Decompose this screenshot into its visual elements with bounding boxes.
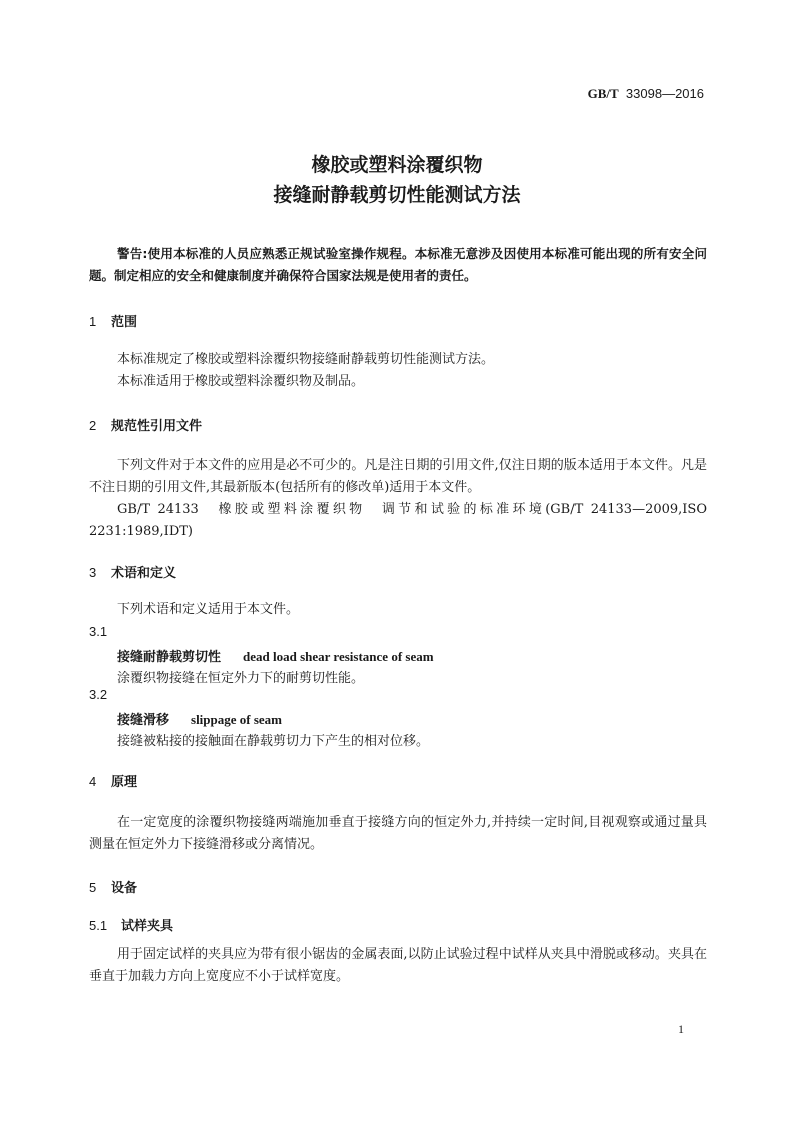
term-number: 3.2 — [89, 687, 108, 702]
section-title: 术语和定义 — [111, 566, 177, 581]
section-title: 试样夹具 — [121, 919, 174, 934]
section-number: 4 — [89, 774, 97, 789]
term-definition: 接缝被粘接的接触面在静载剪切力下产生的相对位移。 — [117, 734, 430, 749]
section-title: 范围 — [111, 315, 138, 330]
references-paragraph: 下列文件对于本文件的应用是必不可少的。凡是注日期的引用文件,仅注日期的版本适用于本文件。凡是不注日期的引用文件,其最新版本(包括所有的修改单)适用于本文件。 — [89, 458, 707, 495]
term-zh: 接缝耐静载剪切性 — [117, 650, 222, 665]
section-number: 3 — [89, 565, 97, 580]
term-entry — [117, 709, 282, 728]
section-number: 2 — [89, 418, 97, 433]
standard-code — [588, 86, 704, 102]
section-1-heading — [89, 311, 137, 330]
document-title-line1: 橡胶或塑料涂覆织物 — [311, 154, 483, 176]
term-definition: 涂覆织物接缝在恒定外力下的耐剪切性能。 — [117, 671, 365, 686]
section-number: 1 — [89, 314, 97, 329]
document-title-line2: 接缝耐静载剪切性能测试方法 — [273, 184, 521, 206]
section-2-heading — [89, 415, 202, 434]
section-title: 原理 — [111, 775, 138, 790]
principle-paragraph: 在一定宽度的涂覆织物接缝两端施加垂直于接缝方向的恒定外力,并持续一定时间,目视观察或通过量具测量在恒定外力下接缝滑移或分离情况。 — [89, 815, 707, 852]
scope-paragraph-1: 本标准规定了橡胶或塑料涂覆织物接缝耐静载剪切性能测试方法。 — [117, 352, 495, 367]
section-3-heading — [89, 562, 176, 581]
term-number: 3.1 — [89, 624, 108, 639]
term-zh: 接缝滑移 — [117, 713, 170, 728]
scope-paragraph-2: 本标准适用于橡胶或塑料涂覆织物及制品。 — [117, 374, 365, 389]
section-title: 设备 — [111, 881, 138, 896]
section-4-heading — [89, 771, 137, 790]
term-entry — [117, 646, 434, 665]
section-5-heading — [89, 877, 137, 896]
clamp-paragraph: 用于固定试样的夹具应为带有很小锯齿的金属表面,以防止试验过程中试样从夹具中滑脱或移动。夹具在垂直于加载力方向上宽度应不小于试样宽度。 — [89, 947, 707, 984]
section-5-1-heading — [89, 915, 173, 934]
reference-gbt-24133: GB/T 24133 橡胶或塑料涂覆织物 调节和试验的标准环境(GB/T 24133—2009,ISO 2231:1989,IDT) — [89, 502, 707, 539]
terms-intro: 下列术语和定义适用于本文件。 — [117, 602, 300, 617]
section-title: 规范性引用文件 — [111, 419, 203, 434]
term-en: slippage of seam — [191, 712, 283, 727]
standard-number: 33098—2016 — [625, 86, 704, 101]
standard-prefix: GB/T — [587, 86, 619, 101]
warning-paragraph: 警告:使用本标准的人员应熟悉正规试验室操作规程。本标准无意涉及因使用本标准可能出现的所有安全问题。制定相应的安全和健康制度并确保符合国家法规是使用者的责任。 — [89, 246, 707, 283]
section-number: 5 — [89, 880, 97, 895]
section-number: 5.1 — [89, 918, 108, 933]
page-number: 1 — [678, 1022, 684, 1036]
term-en: dead load shear resistance of seam — [243, 649, 434, 664]
